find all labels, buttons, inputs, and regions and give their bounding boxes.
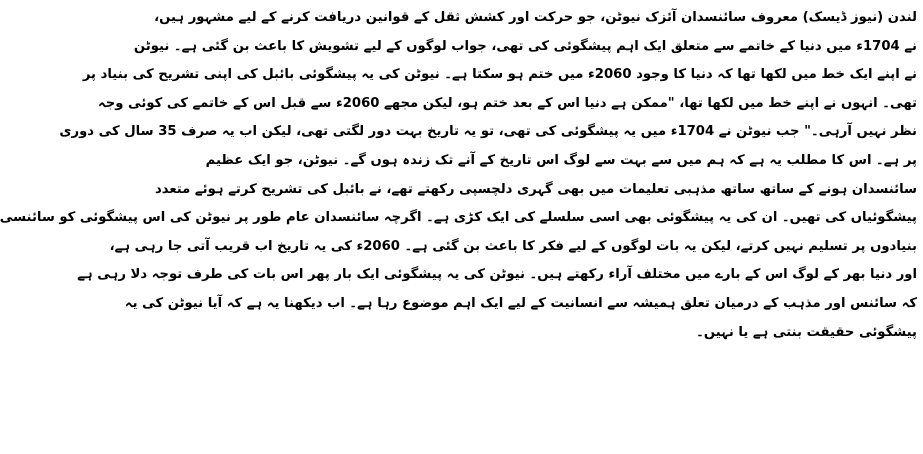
article-line: نظر نہیں آرہی۔" جب نیوٹن نے 1704ء میں یہ پیشگوئی کی تھی، تو یہ تاریخ بہت دور لگتی تھی، لیکن اب یہ صرف 35 سال کی دوری [59,124,917,140]
article-line: پر ہے۔ اس کا مطلب یہ ہے کہ ہم میں سے بہت سے لوگ اس تاریخ کے آنے تک زندہ ہوں گے۔ نیوٹن، جو ایک عظیم [205,152,917,168]
article-line: کہ سائنس اور مذہب کے درمیان تعلق ہمیشہ سے انسانیت کے لیے ایک اہم موضوع رہا ہے۔ اب دیکھنا یہ ہے کہ آیا نیوٹن کی یہ [124,295,917,311]
article-line: اور دنیا بھر کے لوگ اس کے بارے میں مختلف آراء رکھتے ہیں۔ نیوٹن کی یہ پیشگوئی ایک بار پھر اس بات کی طرف توجہ دلا رہی ہے [77,267,917,283]
article-line: لندن (نیوز ڈیسک) معروف سائنسدان آئزک نیوٹن، جو حرکت اور کشش ثقل کے قوانین دریافت کرنے کے لیے مشہور ہیں، [154,10,917,25]
article-line: پیشگوئی حقیقت بنتی ہے یا نہیں۔ [696,324,917,340]
article-body [0,4,917,347]
article-line: نے اپنے ایک خط میں لکھا تھا کہ دنیا کا وجود 2060ء میں ختم ہو سکتا ہے۔ نیوٹن کی یہ پیشگوئی بائبل کی اپنی تشریح کی بنیاد پر [82,67,917,83]
article-line: پیشگوئیاں کی تھیں۔ ان کی یہ پیشگوئی بھی اسی سلسلے کی ایک کڑی ہے۔ اگرچہ سائنسدان عام طور پر نیوٹن کی اس پیشگوئی کو سائنسی [0,210,917,226]
article-line: بنیادوں پر تسلیم نہیں کرتے، لیکن یہ بات لوگوں کے لیے فکر کا باعث بن گئی ہے۔ 2060ء کی یہ تاریخ اب قریب آتی جا رہی ہے، [109,238,917,254]
article-line: سائنسدان ہونے کے ساتھ ساتھ مذہبی تعلیمات میں بھی گہری دلچسپی رکھتے تھے، نے بائبل کی تشریح کرتے ہوئے متعدد [154,181,917,197]
article-line: تھی۔ انہوں نے اپنے خط میں لکھا تھا، "ممکن ہے دنیا اس کے بعد ختم ہو، لیکن مجھے 2060ء سے قبل اس کے خاتمے کی کوئی وجہ [98,95,917,111]
article-line: نے 1704ء میں دنیا کے خاتمے سے متعلق ایک اہم پیشگوئی کی تھی، جواب لوگوں کے لیے تشویش کا باعث بن گئی ہے۔ نیوٹن [133,38,917,54]
